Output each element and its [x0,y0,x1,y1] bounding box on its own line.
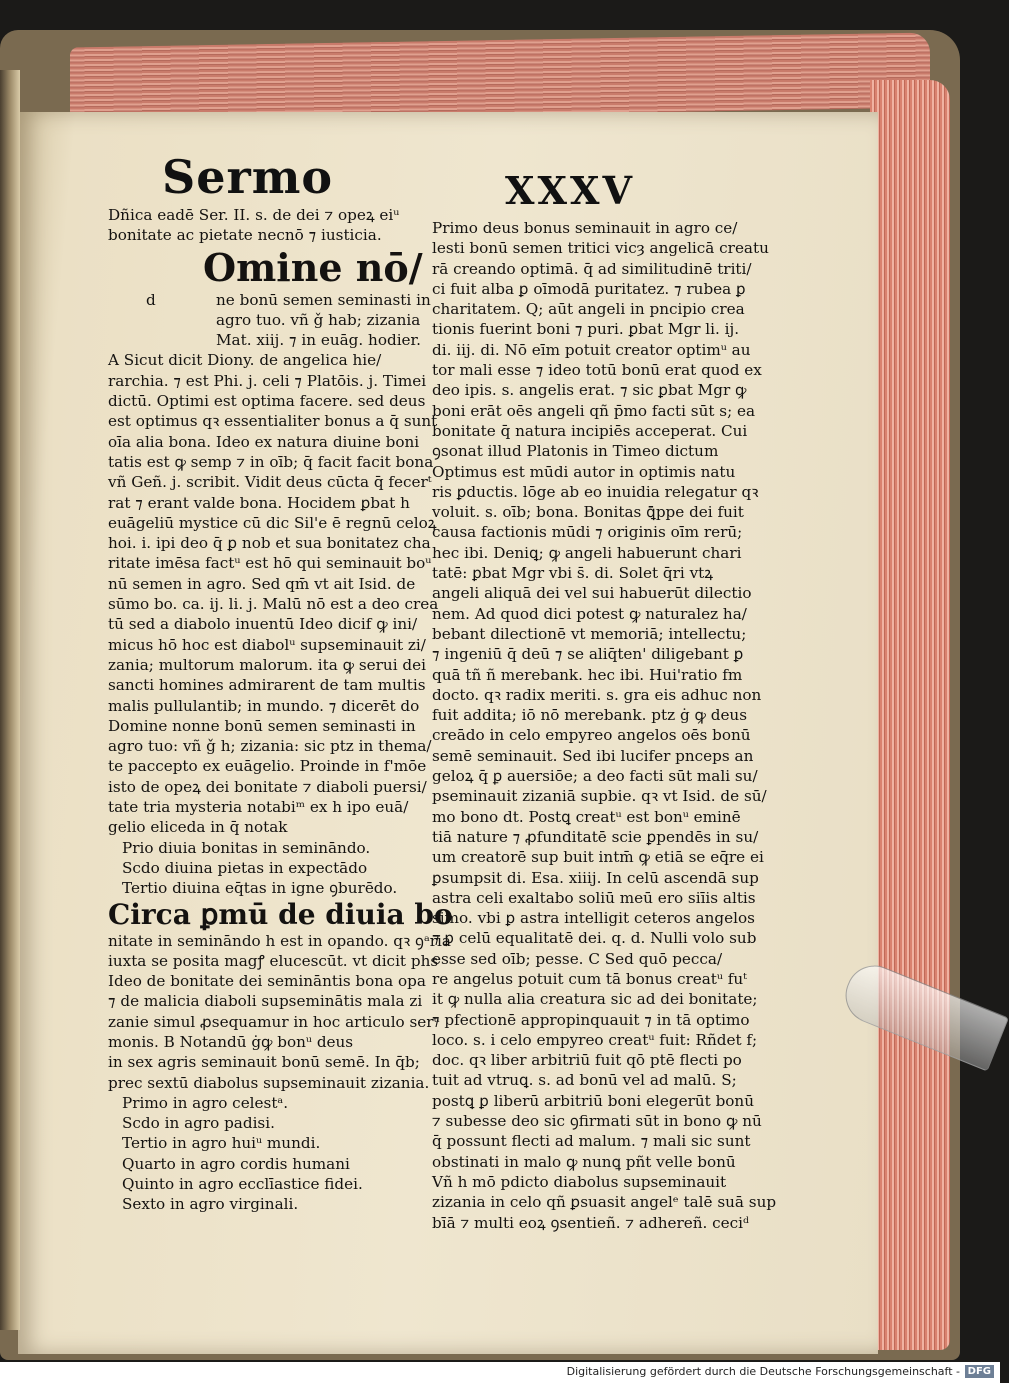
text-line: ꝯsonat illud Platonis in Timeo dictum [432,442,719,461]
text-line: it ꝙ nulla alia creatura sic ad dei bonitate; [432,990,758,1009]
text-line: tate tria mysteria notabiᵐ ex h ipo euā/ [108,798,409,817]
text-line: monis. B Notandū ġꝙ bonᵘ deus [108,1032,354,1051]
page-edges-left [0,70,20,1330]
text-line: sancti homines admirarent de tam multis [108,676,426,695]
text-line: ritate imēsa factᵘ est hō qui seminauit boᵘ [108,554,432,573]
dfg-logo: DFG [965,1365,994,1378]
text-line: q̄ possunt flecti ad malum. ⁊ mali sic sunt [432,1132,751,1151]
text-line: deo ipis. s. angelis erat. ⁊ sic ꝑbat Mgr ꝙ [432,381,747,400]
text-line: di. iij. di. Nō eīm potuit creator optimᵘ au [432,340,751,359]
text-line: te paccepto ex euāgelio. Proinde in f'mōe [108,757,427,776]
text-line: ne bonū semen seminasti in [216,290,431,309]
text-line: loco. s. i celo empyreo creatᵘ fuit: Rñdet f; [432,1030,758,1049]
text-line: ⁊ ꝑ celū equalitatē dei. q. d. Nulli volo sub [432,929,757,948]
text-line: semē seminauit. Sed ibi lucifer pnceps an [432,746,754,765]
text-line: malis pullulantib; in mundo. ⁊ dicerēt do [108,696,420,715]
text-line: bonitate q̄ natura incipiēs acceperat. Cui [432,421,748,440]
subsection-heading: Circa ꝑmū de diuia bo [108,897,453,931]
text-line: agro tuo: vñ ǧ h; zizania: sic ptz in thema/ [108,737,432,756]
section-heading: Omine nō/ [203,244,423,290]
marginal-letter: d [146,290,156,309]
text-line: doc. qꝛ liber arbitriū fuit qō ptē flecti po [432,1051,742,1070]
page-edges-top [70,32,930,122]
text-line: lesti bonū semen tritici vicȝ angelicā creatu [432,239,769,258]
text-line: tatē: ꝑbat Mgr vbi s̄. di. Solet q̄ri vtꝝ [432,564,714,583]
text-line: gelio eliceda in q̄ notak [108,818,288,837]
text-line: quā tñ ñ merebank. hec ibi. Hui'ratio fm [432,665,743,684]
text-line: mo bono dt. Postꝗ creatᵘ est bonᵘ eminē [432,807,741,826]
text-line: Sexto in agro virginali. [122,1195,299,1214]
text-line: astra celi exaltabo soliū meū ero siīis altis [432,888,756,907]
text-line: Scdo in agro padisi. [122,1114,275,1133]
text-line: postꝗ ꝑ liberū arbitriū boni elegerūt bonū [432,1091,754,1110]
text-line: nitate in semināndo h est in opando. qꝛ ꝯᵃria [108,931,451,950]
text-line: in sex agris seminauit bonū semē. In q̄b; [108,1053,420,1072]
text-line: angeli aliquā dei vel sui habuerūt dilectio [432,584,752,603]
text-line: ris ꝑductis. lōge ab eo inuidia relegatur qꝛ [432,482,759,501]
text-line: fuit addita; iō nō merebank. ptz ġ ꝙ deus [432,706,748,725]
text-line: Tertio diuina eq̄tas in igne ꝯburēdo. [122,879,398,898]
text-line: Primo in agro celestᵃ. [122,1093,289,1112]
text-line: zizania in celo qñ ꝑsuasit angelᵉ talē suā sup [432,1193,777,1212]
text-line: oīa alia bona. Ideo ex natura diuine boni [108,432,420,451]
text-line: Primo deus bonus seminauit in agro ce/ [432,219,738,237]
text-line: rā creando optimā. q̄ ad similitudinē triti/ [432,259,752,278]
text-line: tiā nature ⁊ ꝓfunditatē scie ꝑpendēs in su/ [432,827,759,846]
text-line: hoi. i. ipi deo q̄ ꝑ nob et sua bonitatez cha [108,534,431,553]
text-line: ⁊ pfectionē appropinquauit ⁊ in tā optimo [432,1010,750,1029]
text-line: agro tuo. vñ ǧ hab; zizania [216,310,421,329]
text-line: Prio diuia bonitas in semināndo. [122,838,371,857]
text-line: zanie simul ꝓsequamur in hoc articulo serᵘ [108,1012,440,1031]
folio-number: XXXV [505,168,635,213]
text-line: um creatorē sup buit intm̄ ꝙ etiā se eq̄re ei [432,848,764,867]
text-line: pseminauit zizaniā supbie. qꝛ vt Isid. de sū/ [432,787,767,806]
text-line: Mat. xiij. ⁊ in euāg. hodier. [216,331,421,350]
text-line: rarchia. ⁊ est Phi. j. celi ⁊ Platōis. j. Timei [108,371,427,390]
running-header-sermo: Sermo [162,150,334,204]
text-line: Tertio in agro huiᵘ mundi. [122,1134,321,1153]
left-body-text [108,350,439,837]
text-line: nū semen in agro. Sed qm̄ vt ait Isid. de [108,574,416,593]
left-text-column [108,205,453,1215]
text-line: Ideo de bonitate dei semināntis bona opa [108,972,426,991]
text-line: voluit. s. oīb; bona. Bonitas ꝗ̄ppe dei fuit [432,503,744,522]
text-line: causa factionis mūdi ⁊ originis oīm rerū; [432,523,743,542]
text-line: ⁊ de malicia diaboli supseminātis mala zi [108,992,423,1011]
text-line: bīā ⁊ multi eoꝝ ꝯsentieñ. ⁊ adhereñ. ceciᵈ [432,1213,750,1232]
text-line: esse sed oīb; pesse. C Sed quō pecca/ [432,949,723,968]
text-line: simo. vbi ꝑ astra intelligit ceteros angelos [432,909,755,928]
text-line: tionis fuerint boni ⁊ puri. ꝑbat Mgr li. ij. [432,320,740,339]
text-line: hec ibi. Deniꝗ; ꝙ angeli habuerunt chari [432,543,742,562]
text-line: tatis est ꝙ semp ⁊ in oīb; q̄ facit facit bona [108,452,434,471]
text-line: tū sed a diabolo inuentū Ideo dicif ꝙ ini/ [108,615,418,634]
text-line: Quinto in agro ecclīastice fidei. [122,1175,363,1194]
text-line: Scdo diuina pietas in expectādo [122,858,368,877]
enumerated-list-fields [108,1093,408,1215]
text-line: ꝑsumpsit di. Esa. xiiij. In celū ascendā sup [432,868,759,887]
text-line: micus hō hoc est diabolᵘ supseminauit zi/ [108,635,426,654]
page-edges-right [870,80,950,1350]
text-line: zania; multorum malorum. ita ꝙ serui dei [108,655,426,674]
text-line: nem. Ad quod dici potest ꝙ naturalez ha/ [432,604,747,623]
text-line: Optimus est mūdi autor in optimis natu [432,462,736,481]
text-line: bebant dilectionē vt memoriā; intellectu; [432,624,747,643]
text-line: iuxta se posita magꝭ elucescūt. vt dicit phs [108,951,439,970]
text-line: boni erāt oēs angeli qñ p̄mo facti sūt s; ea [432,401,756,420]
text-line: dictū. Optimi est optima facere. sed deus [108,392,426,411]
text-line: prec sextū diabolus supseminauit zizania. [108,1073,430,1092]
text-line: vñ Geñ. j. scribit. Vidit deus cūcta q̄ fecerᵗ [108,473,432,492]
text-line: Quarto in agro cordis humani [122,1154,350,1173]
text-line: obstinati in malo ꝙ nunꝗ pñt velle bonū [432,1152,736,1171]
text-line: ⁊ ingeniū q̄ deū ⁊ se aliq̄ten' diligebant ꝑ [432,645,744,664]
text-line: charitatem. Q; aūt angeli in pncipio crea [432,300,745,319]
text-line: bonitate ac pietate necnō ⁊ iusticia. [108,226,382,245]
text-line: ci fuit alba ꝑ oīmodā puritatez. ⁊ rubea ꝑ [432,279,746,298]
text-line: tor mali esse ⁊ ideo totū bonū erat quod ex [432,361,762,380]
left-body-text-continued [108,931,451,1093]
text-line: ⁊ subesse deo sic ꝯfirmati sūt in bono ꝙ nū [432,1112,762,1131]
enumerated-list [108,838,408,899]
text-line: re angelus potuit cum tā bonus creatᵘ fuᵗ [432,969,747,988]
text-line: docto. qꝛ radix meriti. s. gra eis adhuc non [432,685,762,704]
text-line: isto de opeꝝ dei bonitate ⁊ diaboli puersi/ [108,777,427,796]
text-line: geloꝝ q̄ ꝑ auersiōe; a deo facti sūt mali su/ [432,767,758,786]
text-line: est optimus qꝛ essentialiter bonus a q̄ sunt [108,412,438,431]
funding-credit: Digitalisierung gefördert durch die Deutsche Forschungsgemeinschaft - [566,1365,960,1378]
text-line: tuit ad vtruꝗ. s. ad bonū vel ad malū. S; [432,1071,737,1090]
right-text-column [432,218,777,1233]
text-line: euāgeliū mystice cū dic Sil'e ē regnū celoꝝ [108,513,437,532]
text-line: Vñ h mō pdicto diabolus supseminauit [432,1172,727,1191]
text-line: A Sicut dicit Diony. de angelica hie/ [108,351,382,370]
text-line: sūmo bo. ca. ij. li. j. Malū nō est a deo crea [108,595,439,614]
text-line: Domine nonne bonū semen seminasti in [108,716,416,735]
text-line: rat ⁊ erant valde bona. Hocidem ꝑbat h [108,493,410,512]
text-line: creādo in celo empyreo angelos oēs bonū [432,726,751,745]
text-line: Dñica eadē Ser. II. s. de dei ⁊ opeꝝ eiᵘ [108,206,400,224]
